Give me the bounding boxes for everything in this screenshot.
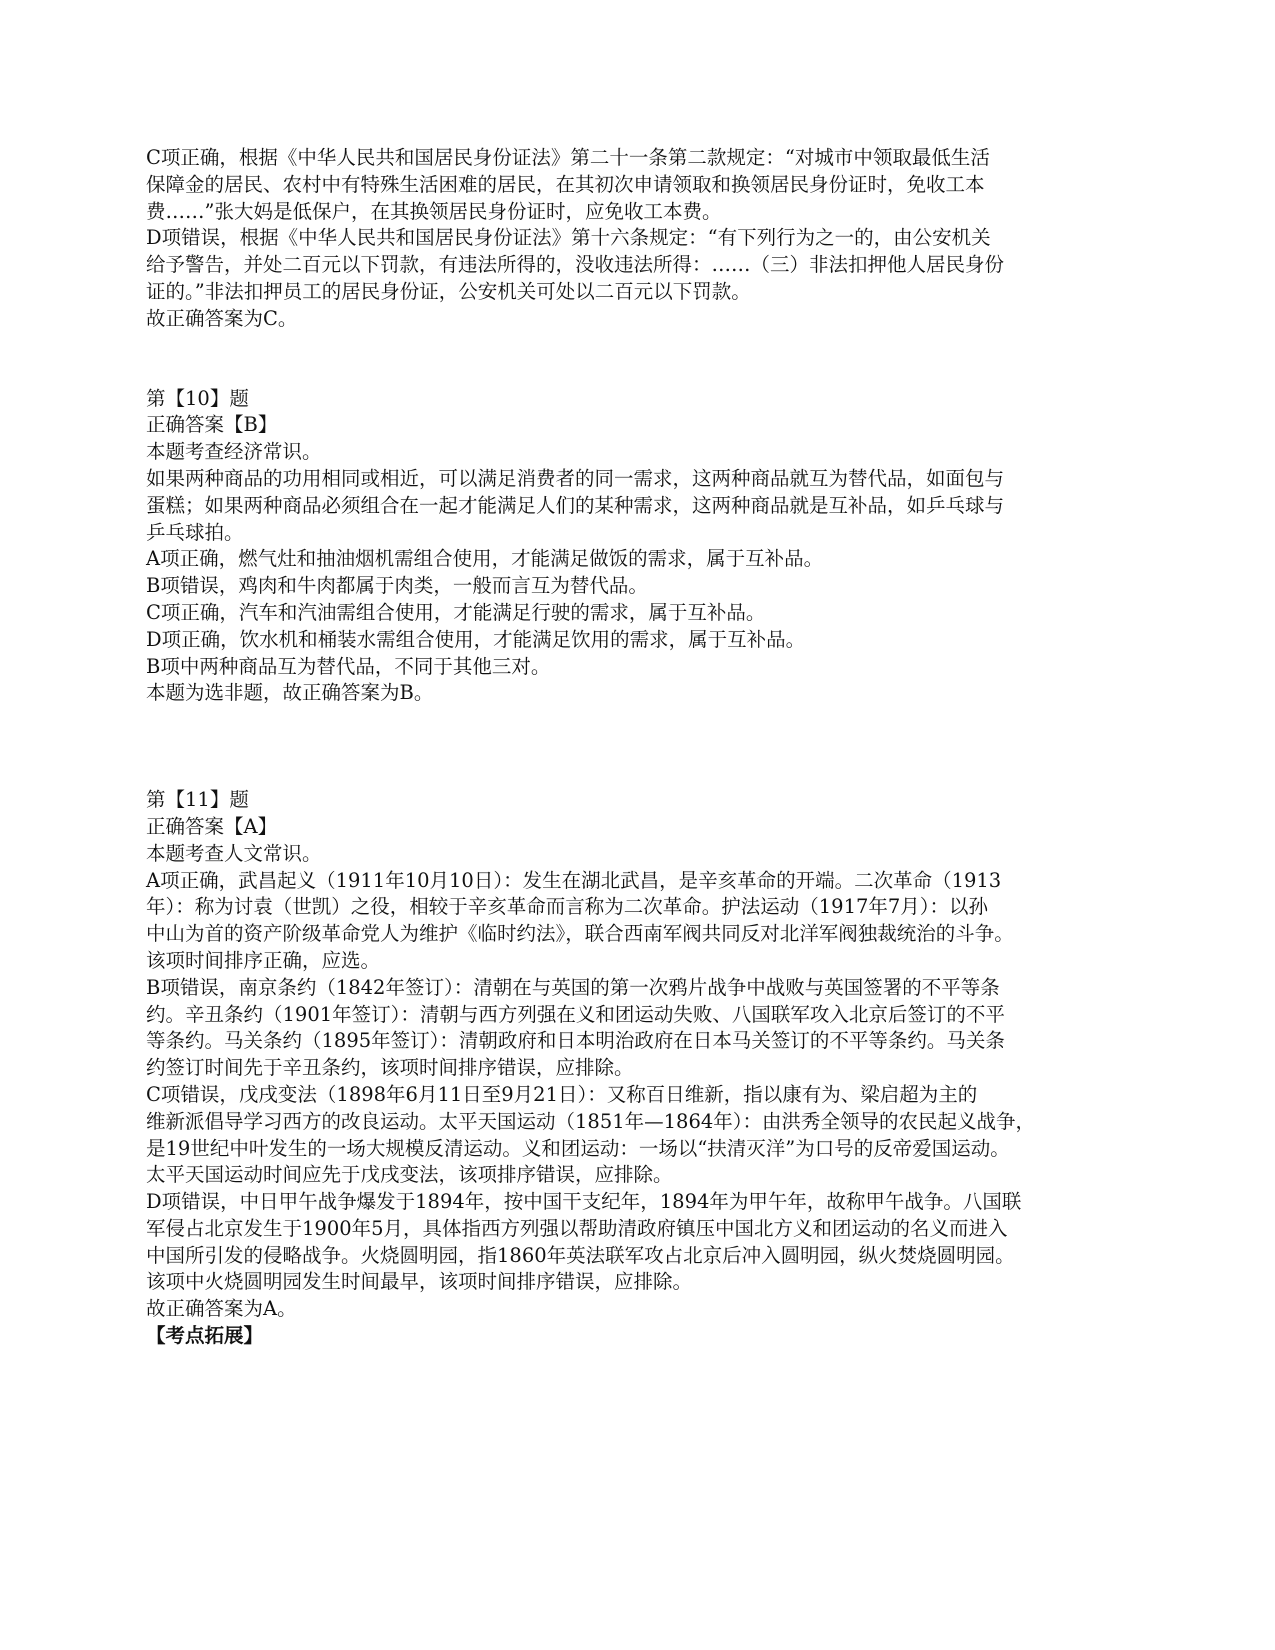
option-c-line: C项错误，戊戌变法（1898年6月11日至9月21日）：又称百日维新，指以康有为、梁启超为主的 <box>146 1082 978 1106</box>
paragraph-line: C项正确，根据《中华人民共和国居民身份证法》第二十一条第二款规定：“对城市中领取最低生活 <box>146 146 990 169</box>
option-a-line: A项正确，武昌起义（1911年10月10日）：发生在湖北武昌，是辛亥革命的开端。二次革命（1913 <box>146 868 1002 892</box>
paragraph-line: 蛋糕；如果两种商品必须组合在一起才能满足人们的某种需求，这两种商品就是互补品，如乒乓球与 <box>146 493 1005 517</box>
paragraph-line: 约签订时间先于辛丑条约，该项时间排序错误，应排除。 <box>146 1056 634 1080</box>
paragraph-line: 是19世纪中叶发生的一场大规模反清运动。义和团运动：一场以“扶清灭洋”为口号的反帝爱国运动。 <box>146 1136 1010 1160</box>
paragraph-line: B项中两种商品互为替代品，不同于其他三对。 <box>146 654 551 678</box>
answer-conclusion: 本题为选非题，故正确答案为B。 <box>146 681 434 705</box>
option-b-line: B项错误，鸡肉和牛肉都属于肉类，一般而言互为替代品。 <box>146 574 648 598</box>
question-10-section <box>146 386 1146 708</box>
paragraph-line: 保障金的居民、农村中有特殊生活困难的居民，在其初次申请领取和换领居民身份证时，免收工本 <box>146 172 985 196</box>
answer-conclusion: 故正确答案为A。 <box>146 1297 297 1321</box>
paragraph-line: 如果两种商品的功用相同或相近，可以满足消费者的同一需求，这两种商品就互为替代品，如面包与 <box>146 466 1005 490</box>
option-b-line: B项错误，南京条约（1842年签订）：清朝在与英国的第一次鸦片战争中战败与英国签署的不平等条 <box>146 975 1000 999</box>
topic-line: 本题考查人文常识。 <box>146 841 322 865</box>
spacer <box>146 333 1146 386</box>
option-d-line: D项错误，中日甲午战争爆发于1894年，按中国干支纪年，1894年为甲午年，故称甲午战争。八国联 <box>146 1190 1022 1214</box>
question-title: 第【10】题 <box>146 386 249 410</box>
paragraph-line: 该项中火烧圆明园发生时间最早，该项时间排序错误，应排除。 <box>146 1270 693 1294</box>
paragraph-line: 乒乓球拍。 <box>146 520 244 544</box>
paragraph-line: 年）：称为讨袁（世凯）之役，相较于辛亥革命而言称为二次革命。护法运动（1917年7月）：以孙 <box>146 895 989 919</box>
paragraph-line: 军侵占北京发生于1900年5月，具体指西方列强以帮助清政府镇压中国北方义和团运动的名义而进入 <box>146 1216 1008 1240</box>
paragraph-line: 中国所引发的侵略战争。火烧圆明园，指1860年英法联军攻占北京后冲入圆明园，纵火焚烧圆明园。 <box>146 1243 1015 1267</box>
question-11-section <box>146 787 1146 1350</box>
paragraph-line: 证的。”非法扣押员工的居民身份证，公安机关可处以二百元以下罚款。 <box>146 279 751 303</box>
paragraph-line: 维新派倡导学习西方的改良运动。太平天国运动（1851年—1864年）：由洪秀全领导的农民起义战争， <box>146 1109 1036 1133</box>
paragraph-line: 约。辛丑条约（1901年签订）：清朝与西方列强在义和团运动失败、八国联军攻入北京后签订的不平 <box>146 1002 1005 1026</box>
paragraph-line: 中山为首的资产阶级革命党人为维护《临时约法》，联合西南军阀共同反对北洋军阀独裁统治的斗争。 <box>146 922 1014 946</box>
document-page <box>146 145 1146 1350</box>
paragraph-line: 给予警告，并处二百元以下罚款，有违法所得的，没收违法所得：……（三）非法扣押他人居民身份 <box>146 253 1005 277</box>
paragraph-line: 该项时间排序正确，应选。 <box>146 948 381 972</box>
extension-heading: 【考点拓展】 <box>146 1324 264 1348</box>
paragraph-line: 费……”张大妈是低保户，在其换领居民身份证时，应免收工本费。 <box>146 199 722 223</box>
question-title: 第【11】题 <box>146 788 249 812</box>
topic-line: 本题考查经济常识。 <box>146 440 322 464</box>
paragraph-line: D项错误，根据《中华人民共和国居民身份证法》第十六条规定：“有下列行为之一的，由公安机关 <box>146 226 991 250</box>
option-c-line: C项正确，汽车和汽油需组合使用，才能满足行驶的需求，属于互补品。 <box>146 600 766 624</box>
answer-conclusion: 故正确答案为C。 <box>146 306 298 330</box>
previous-question-explanation <box>146 145 1146 333</box>
correct-answer: 正确答案【A】 <box>146 814 278 838</box>
option-a-line: A项正确，燃气灶和抽油烟机需组合使用，才能满足做饭的需求，属于互补品。 <box>146 547 824 571</box>
paragraph-line: 等条约。马关条约（1895年签订）：清朝政府和日本明治政府在日本马关签订的不平等条约。马关条 <box>146 1029 1005 1053</box>
option-d-line: D项正确，饮水机和桶装水需组合使用，才能满足饮用的需求，属于互补品。 <box>146 627 806 651</box>
spacer <box>146 707 1146 787</box>
paragraph-line: 太平天国运动时间应先于戊戌变法，该项排序错误，应排除。 <box>146 1163 673 1187</box>
correct-answer: 正确答案【B】 <box>146 413 278 437</box>
